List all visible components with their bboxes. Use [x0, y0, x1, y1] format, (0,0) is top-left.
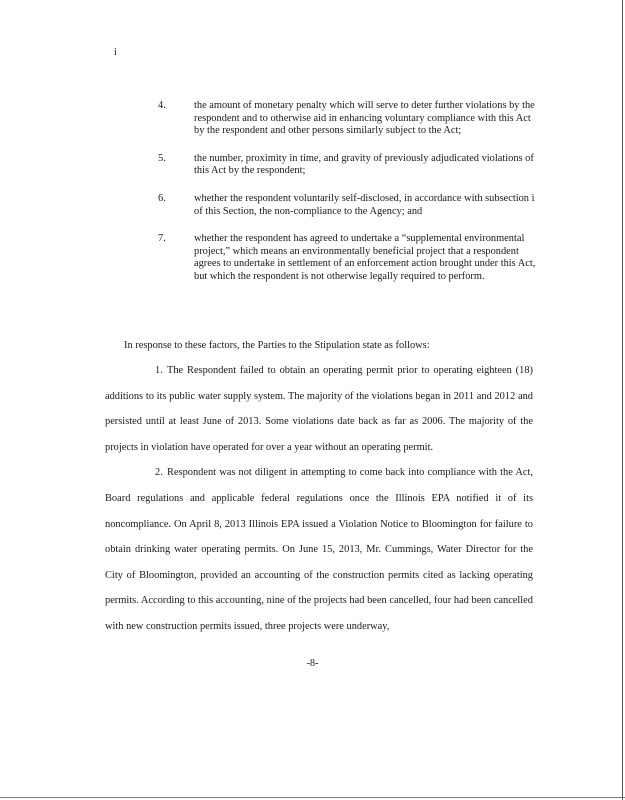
numbered-paragraph [105, 358, 533, 460]
factor-number: 7. [158, 233, 166, 245]
numbered-paragraph [105, 460, 533, 639]
page-number: -8- [306, 658, 319, 669]
factor-number: 6. [158, 192, 166, 204]
factor-text: whether the respondent voluntarily self-disclosed, in accordance with subsection i of this Section, the non-compliance to the Agency; and [194, 192, 535, 217]
factor-text: whether the respondent has agreed to undertake a “supplemental environmental project,” which means an environmentally beneficial project that a respondent agrees to undertake in settlement of an enforcement action brought under this Act, but which the respondent is not otherwise legally required to perform. [194, 233, 536, 282]
intro-sentence: In response to these factors, the Parties to the Stipulation state as follows: [124, 340, 430, 351]
body-text [105, 358, 533, 640]
paragraph-text: Respondent was not diligent in attempting to come back into compliance with the Act, Board regulations and applicable federal regulations once the Illinois EPA notified it of its noncompliance. On April 8, 2013 Illinois EPA issued a Violation Notice to Bloomington for failure to obtain drinking water operating permits. On June 15, 2013, Mr. Cummings, Water Director for the City of Bloomington, provided an accounting of the construction permits cited as lacking operating permits. According to this accounting, nine of the projects had been cancelled, four had been cancelled with new construction permits issued, three projects were underway, [105, 467, 533, 632]
factor-number: 4. [158, 100, 166, 111]
factor-number: 5. [158, 152, 166, 164]
scan-mark: i [114, 47, 117, 58]
factor-text: the number, proximity in time, and gravity of previously adjudicated violations of this Act by the respondent; [194, 152, 534, 177]
factor-item [158, 153, 543, 178]
factor-list [158, 100, 543, 299]
scan-edge-right [622, 0, 623, 800]
factor-item [158, 100, 543, 138]
factor-text: the amount of monetary penalty which will serve to deter further violations by the respondent and to otherwise aid in enhancing voluntary compliance with this Act by the respondent and other persons similarly subject to the Act; [194, 100, 535, 137]
scan-edge-bottom [0, 797, 625, 798]
factor-item [158, 233, 543, 283]
factor-item [158, 193, 543, 218]
paragraph-number: 2. [155, 467, 163, 479]
paragraph-text: The Respondent failed to obtain an operating permit prior to operating eighteen (18) additions to its public water supply system. The majority of the violations began in 2011 and 2012 and persisted until at least June of 2013. Some violations date back as far as 2006. The majority of the projects in violation have operated for over a year without an operating permit. [105, 365, 533, 453]
paragraph-number: 1. [155, 365, 163, 376]
